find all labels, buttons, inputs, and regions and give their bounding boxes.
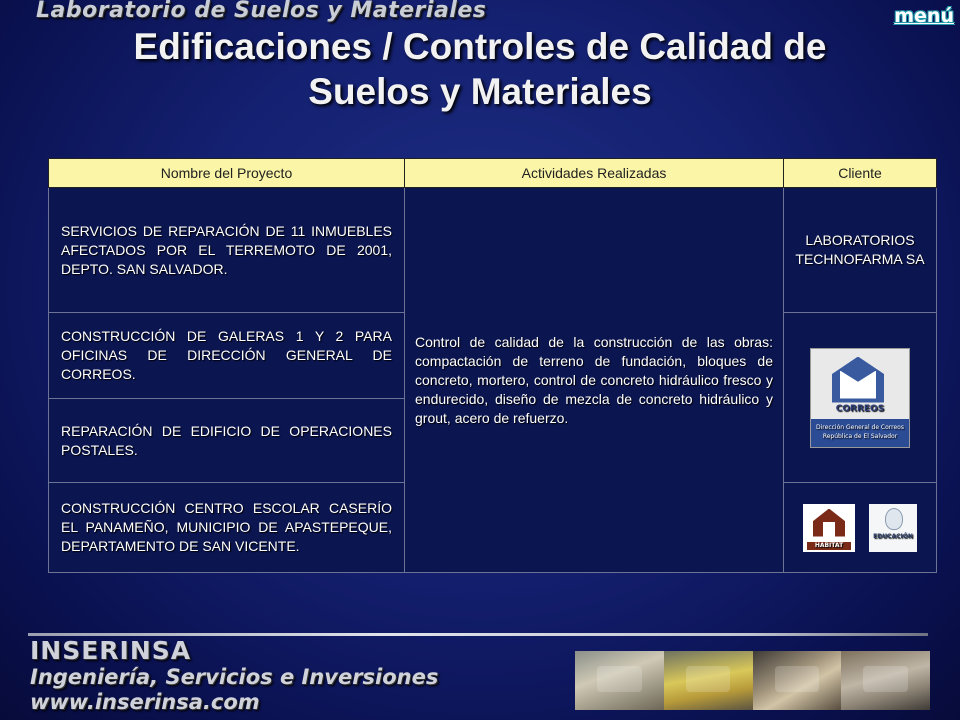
habitat-logo-text: HABITAT <box>807 542 851 550</box>
lab-photo <box>841 651 930 710</box>
page-title: Edificaciones / Controles de Calidad de Suelos y Materiales <box>133 26 827 112</box>
company-name: INSERINSA <box>30 636 192 665</box>
activities-cell: Control de calidad de la construcción de las obras: compactación de terreno de fundación, bloques de concreto, mortero, control de concreto hidráulico fresco y endurecido, diseño de mezcla de concreto hidráulico y grout, acero de refuerzo. <box>405 188 784 573</box>
project-name: SERVICIOS DE REPARACIÓN DE 11 INMUEBLES AFECTADOS POR EL TERREMOTO DE 2001, DEPTO. SAN SALVADOR. <box>61 222 392 277</box>
table-row <box>49 188 937 313</box>
company-tagline: Ingeniería, Servicios e Inversiones <box>30 665 439 689</box>
project-name: CONSTRUCCIÓN DE GALERAS 1 Y 2 PARA OFICINAS DE DIRECCIÓN GENERAL DE CORREOS. <box>61 328 392 382</box>
client-cell <box>784 483 937 573</box>
header-activities: Actividades Realizadas <box>405 159 784 188</box>
correos-logo-text: CORREOS <box>835 403 885 414</box>
lab-photo-strip <box>575 651 930 710</box>
project-cell <box>49 483 405 573</box>
table-header-row <box>49 159 937 188</box>
project-cell <box>49 313 405 399</box>
header-client: Cliente <box>784 159 937 188</box>
emblem-icon <box>885 508 903 530</box>
lab-title: Laboratorio de Suelos y Materiales <box>36 0 487 23</box>
header-project-name: Nombre del Proyecto <box>49 159 405 188</box>
door-icon <box>823 522 835 537</box>
educacion-logo <box>869 504 917 552</box>
correos-logo <box>810 348 910 448</box>
client-logos <box>790 504 930 552</box>
menu-link[interactable]: menú <box>894 5 954 27</box>
project-name: REPARACIÓN DE EDIFICIO DE OPERACIONES POSTALES. <box>61 422 392 458</box>
company-website: www.inserinsa.com <box>30 690 260 714</box>
project-cell <box>49 399 405 483</box>
client-cell <box>784 313 937 483</box>
correos-logo-caption: Dirección General de Correos República de El Salvador <box>811 419 909 447</box>
projects-table <box>48 158 937 573</box>
habitat-logo <box>803 504 855 552</box>
project-name: CONSTRUCCIÓN CENTRO ESCOLAR CASERÍO EL PANAMEÑO, MUNICIPIO DE APASTEPEQUE, DEPARTAMENTO DE SAN VICENTE. <box>61 500 392 554</box>
project-cell <box>49 188 405 313</box>
lab-photo <box>753 651 842 710</box>
client-cell: LABORATORIOS TECHNOFARMA SA <box>784 188 937 313</box>
lab-photo <box>575 651 664 710</box>
educacion-logo-text: EDUCACIÓN <box>873 532 913 540</box>
lab-photo <box>664 651 753 710</box>
